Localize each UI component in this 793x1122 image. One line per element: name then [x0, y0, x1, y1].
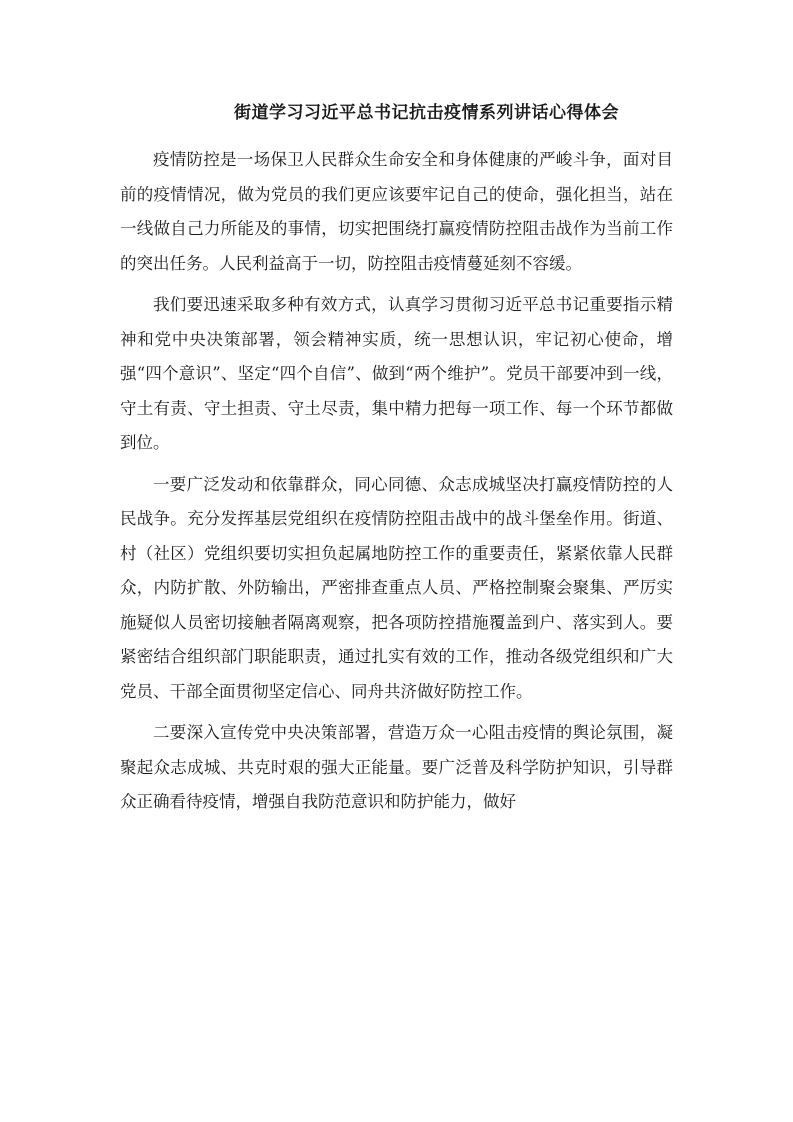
document-title: 街道学习习近平总书记抗击疫情系列讲话心得体会 — [234, 103, 619, 123]
paragraph-4: 二要深入宣传党中央决策部署，营造万众一心阻击疫情的舆论氛围，凝聚起众志成城、共克时艰的强大正能量。要广泛普及科学防护知识，引导群众正确看待疫情，增强自我防范意识和防护能力，做好 — [120, 723, 673, 811]
paragraph-3: 一要广泛发动和依靠群众，同心同德、众志成城坚决打赢疫情防控的人民战争。充分发挥基层党组织在疫情防控阻击战中的战斗堡垒作用。街道、村（社区）党组织要切实担负起属地防控工作的重要责任，紧紧依靠人民群众，内防扩散、外防输出，严密排查重点人员、严格控制聚会聚集、严厉实施疑似人员密切接触者隔离观察，把各项防控措施覆盖到户、落实到人。要紧密结合组织部门职能职责，通过扎实有效的工作，推动各级党组织和广大党员、干部全面贯彻坚定信心、同舟共济做好防控工作。 — [120, 474, 673, 701]
paragraph-1: 疫情防控是一场保卫人民群众生命安全和身体健康的严峻斗争，面对目前的疫情情况，做为党员的我们更应该要牢记自己的使命，强化担当，站在一线做自己力所能及的事情，切实把围绕打赢疫情防控阻击战作为当前工作的突出任务。人民利益高于一切，防控阻击疫情蔓延刻不容缓。 — [120, 150, 673, 273]
paragraph-2: 我们要迅速采取多种有效方式，认真学习贯彻习近平总书记重要指示精神和党中央决策部署，领会精神实质，统一思想认识，牢记初心使命，增强“四个意识”、坚定“四个自信”、做到“两个维护”。党员干部要冲到一线，守土有责、守土担责、守土尽责，集中精力把每一项工作、每一个环节都做到位。 — [120, 295, 673, 452]
